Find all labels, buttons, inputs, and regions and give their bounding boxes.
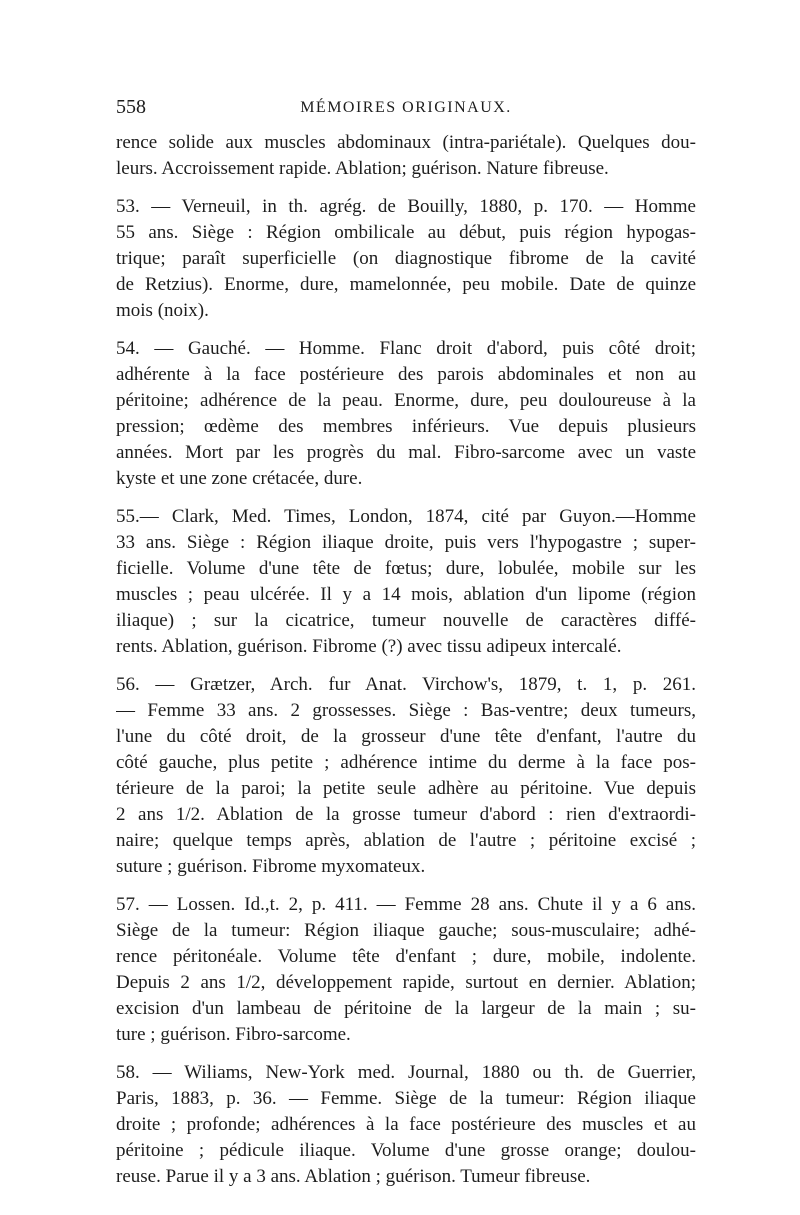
text-line: 55 ans. Siège : Région ombilicale au début, puis région hypogas-: [116, 222, 696, 243]
text-line: 58. — Wiliams, New-York med. Journal, 1880 ou th. de Guerrier,: [116, 1062, 696, 1083]
text-line: pression; œdème des membres inférieurs. Vue depuis plusieurs: [116, 416, 696, 437]
text-line: kyste et une zone crétacée, dure.: [116, 468, 363, 489]
text-line: 57. — Lossen. Id.,t. 2, p. 411. — Femme 28 ans. Chute il y a 6 ans.: [116, 894, 696, 915]
text-line: années. Mort par les progrès du mal. Fibro-sarcome avec un vaste: [116, 442, 696, 463]
text-line: trique; paraît superficielle (on diagnostique fibrome de la cavité: [116, 248, 696, 269]
text-line: péritoine; adhérence de la peau. Enorme, dure, peu douloureuse à la: [116, 390, 696, 411]
text-line: excision d'un lambeau de péritoine de la largeur de la main ; su-: [116, 998, 696, 1019]
running-title: MÉMOIRES ORIGINAUX.: [300, 99, 512, 116]
text-line: 33 ans. Siège : Région iliaque droite, puis vers l'hypogastre ; super-: [116, 532, 696, 553]
text-line: 54. — Gauché. — Homme. Flanc droit d'abord, puis côté droit;: [116, 338, 696, 359]
text-line: de Retzius). Enorme, dure, mamelonnée, peu mobile. Date de quinze: [116, 274, 696, 295]
page-body: [116, 130, 696, 1202]
text-line: reuse. Parue il y a 3 ans. Ablation ; guérison. Tumeur fibreuse.: [116, 1166, 591, 1187]
text-line: rents. Ablation, guérison. Fibrome (?) avec tissu adipeux intercalé.: [116, 636, 622, 657]
text-line: rence solide aux muscles abdominaux (intra-pariétale). Quelques dou-: [116, 132, 696, 153]
text-line: — Femme 33 ans. 2 grossesses. Siège : Bas-ventre; deux tumeurs,: [116, 700, 696, 721]
text-line: péritoine ; pédicule iliaque. Volume d'une grosse orange; doulou-: [116, 1140, 696, 1161]
page-number: 558: [116, 96, 146, 118]
paragraph: [116, 336, 696, 492]
text-line: Depuis 2 ans 1/2, développement rapide, surtout en dernier. Ablation;: [116, 972, 696, 993]
paragraph: [116, 1060, 696, 1190]
text-line: côté gauche, plus petite ; adhérence intime du derme à la face pos-: [116, 752, 696, 773]
page-header: [116, 96, 696, 122]
paragraph: [116, 672, 696, 880]
paragraph: [116, 194, 696, 324]
text-line: térieure de la paroi; la petite seule adhère au péritoine. Vue depuis: [116, 778, 696, 799]
text-line: iliaque) ; sur la cicatrice, tumeur nouvelle de caractères diffé-: [116, 610, 696, 631]
text-line: adhérente à la face postérieure des parois abdominales et non au: [116, 364, 696, 385]
text-line: 2 ans 1/2. Ablation de la grosse tumeur d'abord : rien d'extraordi-: [116, 804, 696, 825]
paragraph: [116, 504, 696, 660]
text-line: leurs. Accroissement rapide. Ablation; guérison. Nature fibreuse.: [116, 158, 609, 179]
paragraph: [116, 130, 696, 182]
text-line: mois (noix).: [116, 300, 209, 321]
text-line: 55.— Clark, Med. Times, London, 1874, cité par Guyon.—Homme: [116, 506, 696, 527]
paragraph: [116, 892, 696, 1048]
text-line: suture ; guérison. Fibrome myxomateux.: [116, 856, 426, 877]
text-line: l'une du côté droit, de la grosseur d'une tête d'enfant, l'autre du: [116, 726, 696, 747]
text-line: ture ; guérison. Fibro-sarcome.: [116, 1024, 351, 1045]
text-line: ficielle. Volume d'une tête de fœtus; dure, lobulée, mobile sur les: [116, 558, 696, 579]
text-line: rence péritonéale. Volume tête d'enfant ; dure, mobile, indolente.: [116, 946, 696, 967]
text-line: naire; quelque temps après, ablation de l'autre ; péritoine excisé ;: [116, 830, 696, 851]
text-line: droite ; profonde; adhérences à la face postérieure des muscles et au: [116, 1114, 696, 1135]
text-line: Siège de la tumeur: Région iliaque gauche; sous-musculaire; adhé-: [116, 920, 696, 941]
text-line: muscles ; peau ulcérée. Il y a 14 mois, ablation d'un lipome (région: [116, 584, 696, 605]
text-line: Paris, 1883, p. 36. — Femme. Siège de la tumeur: Région iliaque: [116, 1088, 696, 1109]
text-line: 56. — Grætzer, Arch. fur Anat. Virchow's, 1879, t. 1, p. 261.: [116, 674, 696, 695]
text-line: 53. — Verneuil, in th. agrég. de Bouilly, 1880, p. 170. — Homme: [116, 196, 696, 217]
